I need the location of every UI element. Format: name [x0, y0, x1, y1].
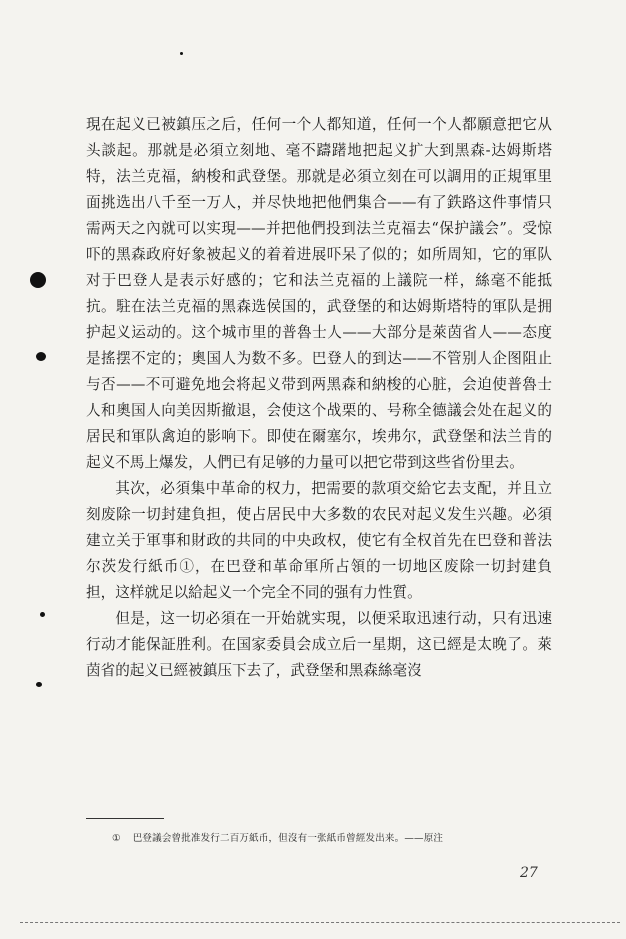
footnote-mark: ①: [112, 833, 121, 844]
body-text: [86, 112, 552, 684]
ink-blot: [36, 682, 42, 687]
ink-blot: [40, 612, 45, 617]
page-number: 27: [520, 865, 538, 881]
paragraph-2: 其次，必須集中革命的权力，把需要的款項交給它去支配，并且立刻废除一切封建負担，使占居民中大多数的农民对起义发生兴趣。必須建立关于軍事和財政的共同的中央政权，使它有全权首先在巴登和普法尔茨发行紙币①，在巴登和革命軍所占領的一切地区废除一切封建負担，这样就足以給起义一个完全不同的强有力性質。: [86, 480, 552, 601]
paragraph-3: 但是，这一切必須在一开始就实現，以便采取迅速行动，只有迅速行动才能保証胜利。在国家委員会成立后一星期，这已經是太晚了。萊茵省的起义已經被鎮压下去了，武登堡和黑森絲毫沒: [86, 610, 552, 679]
ink-blot: [30, 272, 46, 288]
bottom-edge-line: [20, 922, 620, 923]
footnote-divider: [86, 818, 164, 819]
footnote-text: 巴登議会曾批准发行二百万紙币，但沒有一张紙币曾經发出来。——原注: [132, 833, 444, 844]
footnote: [112, 832, 560, 846]
ink-blot: [180, 52, 183, 55]
ink-blot: [36, 352, 46, 361]
paragraph-1: 現在起义已被鎮压之后，任何一个人都知道，任何一个人都願意把它从头談起。那就是必須立刻地、毫不躊躇地把起义扩大到黑森-达姆斯塔特，法兰克福，納梭和武登堡。那就是必須立刻在可以調用的正規軍里面挑选出八千至一万人，并尽快地把他們集合——有了鉄路这件事情只需两天之內就可以实現——并把他們投到法兰克福去“保护議会”。受惊吓的黑森政府好象被起义的着着进展吓呆了似的；如所周知，它的軍队对于巴登人是表示好感的；它和法兰克福的上議院一样，絲毫不能抵抗。駐在法兰克福的黑森选侯国的，武登堡的和达姆斯塔特的軍队是拥护起义运动的。这个城市里的普魯士人——大部分是萊茵省人——态度是搖摆不定的；奧国人为数不多。巴登人的到达——不管别人企图阻止与否——不可避免地会将起义带到两黑森和納梭的心脏，会迫使普魯士人和奧国人向美因斯撤退，会使这个战栗的、号称全德議会处在起义的居民和軍队禽迫的影响下。即使在爾塞尔，埃弗尔，武登堡和法兰肯的起义不馬上爆发，人們已有足够的力量可以把它带到这些省份里去。: [86, 116, 552, 471]
